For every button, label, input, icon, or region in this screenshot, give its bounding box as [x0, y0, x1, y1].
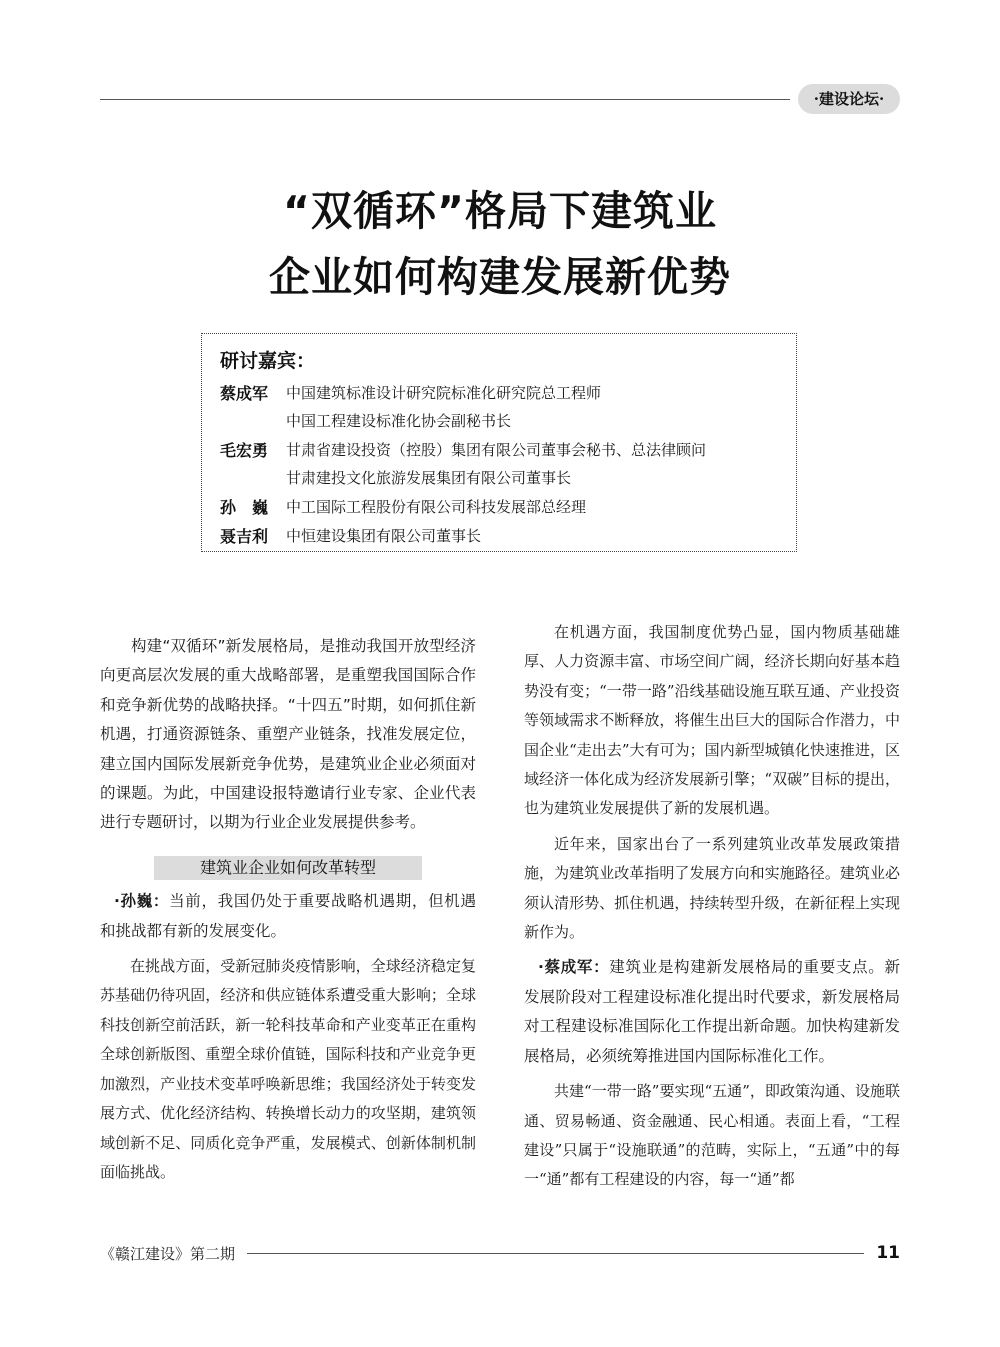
journal-name: 《赣江建设》第二期 — [100, 1244, 236, 1263]
title-line-2: 企业如何构建发展新优势 — [269, 253, 731, 301]
speaker-paragraph — [524, 953, 900, 1071]
section-tag: ·建设论坛· — [798, 84, 900, 114]
guest-role: 甘肃建投文化旅游发展集团有限公司董事长 — [286, 468, 572, 487]
guest-role: 中国工程建设标准化协会副秘书长 — [286, 411, 512, 430]
guest-name: 孙 巍 — [220, 497, 269, 517]
body-paragraph: 共建“一带一路”要实现“五通”，即政策沟通、设施联通、贸易畅通、资金融通、民心相通。表面上看，“工程建设”只属于“设施联通”的范畴，实际上，“五通”中的每一“通”都有工程建设的内容，每一“通”都 — [524, 1082, 900, 1189]
guest-entry — [220, 492, 795, 520]
article-title — [100, 178, 900, 310]
speaker-text: 当前，我国仍处于重要战略机遇期，但机遇和挑战都有新的发展变化。 — [100, 892, 476, 940]
speaker-label: ·蔡成军： — [537, 958, 610, 977]
guest-entry — [220, 435, 795, 491]
body-paragraph: 在机遇方面，我国制度优势凸显，国内物质基础雄厚、人力资源丰富、市场空间广阔，经济长期向好基本趋势没有变；“一带一路”沿线基础设施互联互通、产业投资等领域需求不断释放，将催生出巨大的国际合作潜力，中国企业“走出去”大有可为；国内新型城镇化快速推进，区域经济一体化成为经济发展新引擎；“双碳”目标的提出，也为建筑业发展提供了新的发展机遇。 — [524, 623, 900, 818]
guest-entry — [220, 378, 795, 434]
guest-role: 中国建筑标准设计研究院标准化研究院总工程师 — [286, 383, 602, 402]
speaker-label: ·孙巍： — [113, 892, 170, 911]
speaker-text: 建筑业是构建新发展格局的重要支点。新发展阶段对工程建设标准化提出时代要求，新发展格局对工程建设标准国际化工作提出新命题。加快构建新发展格局，必须统筹推进国内国际标准化工作。 — [524, 958, 900, 1065]
intro-paragraph: 构建“双循环”新发展格局，是推动我国开放型经济向更高层次发展的重大战略部署，是重塑我国国际合作和竞争新优势的战略抉择。“十四五”时期，如何抓住新机遇，打通资源链条、重塑产业链条，找准发展定位，建立国内国际发展新竞争优势，是建筑业企业必须面对的课题。为此，中国建设报特邀请行业专家、企业代表进行专题研讨，以期为行业企业发展提供参考。 — [100, 637, 476, 832]
speaker-paragraph — [100, 887, 476, 946]
guest-heading: 研讨嘉宾： — [220, 350, 316, 372]
page-footer — [100, 1241, 900, 1265]
right-column — [524, 618, 900, 1201]
guest-name: 毛宏勇 — [220, 440, 269, 460]
body-paragraph: 近年来，国家出台了一系列建筑业改革发展政策措施，为建筑业改革指明了发展方向和实施路径。建筑业必须认清形势、抓住机遇，持续转型升级，在新征程上实现新作为。 — [524, 834, 900, 942]
page-number: 11 — [876, 1243, 900, 1263]
guest-name: 聂吉利 — [220, 526, 269, 546]
title-line-1: “双循环”格局下建筑业 — [283, 187, 717, 235]
guest-entry — [220, 521, 795, 549]
body-paragraph: 在挑战方面，受新冠肺炎疫情影响，全球经济稳定复苏基础仍待巩固，经济和供应链体系遭受重大影响；全球科技创新空前活跃，新一轮科技革命和产业变革正在重构全球创新版图、重塑全球价值链，国际科技和产业竞争更加激烈，产业技术变革呼唤新思维；我国经济处于转变发展方式、优化经济结构、转换增长动力的攻坚期，建筑领域创新不足、同质化竞争严重，发展模式、创新体制机制面临挑战。 — [100, 957, 476, 1181]
guest-name: 蔡成军 — [220, 383, 269, 403]
left-column — [100, 632, 476, 1193]
header-rule — [100, 99, 790, 100]
footer-rule — [247, 1253, 864, 1254]
guest-role: 甘肃省建设投资（控股）集团有限公司董事会秘书、总法律顾问 — [286, 440, 707, 459]
guest-list — [220, 378, 795, 550]
guest-role: 中恒建设集团有限公司董事长 — [286, 526, 482, 545]
guest-role: 中工国际工程股份有限公司科技发展部总经理 — [286, 497, 587, 516]
section-subheading: 建筑业企业如何改革转型 — [154, 856, 422, 880]
guest-box — [201, 333, 797, 552]
